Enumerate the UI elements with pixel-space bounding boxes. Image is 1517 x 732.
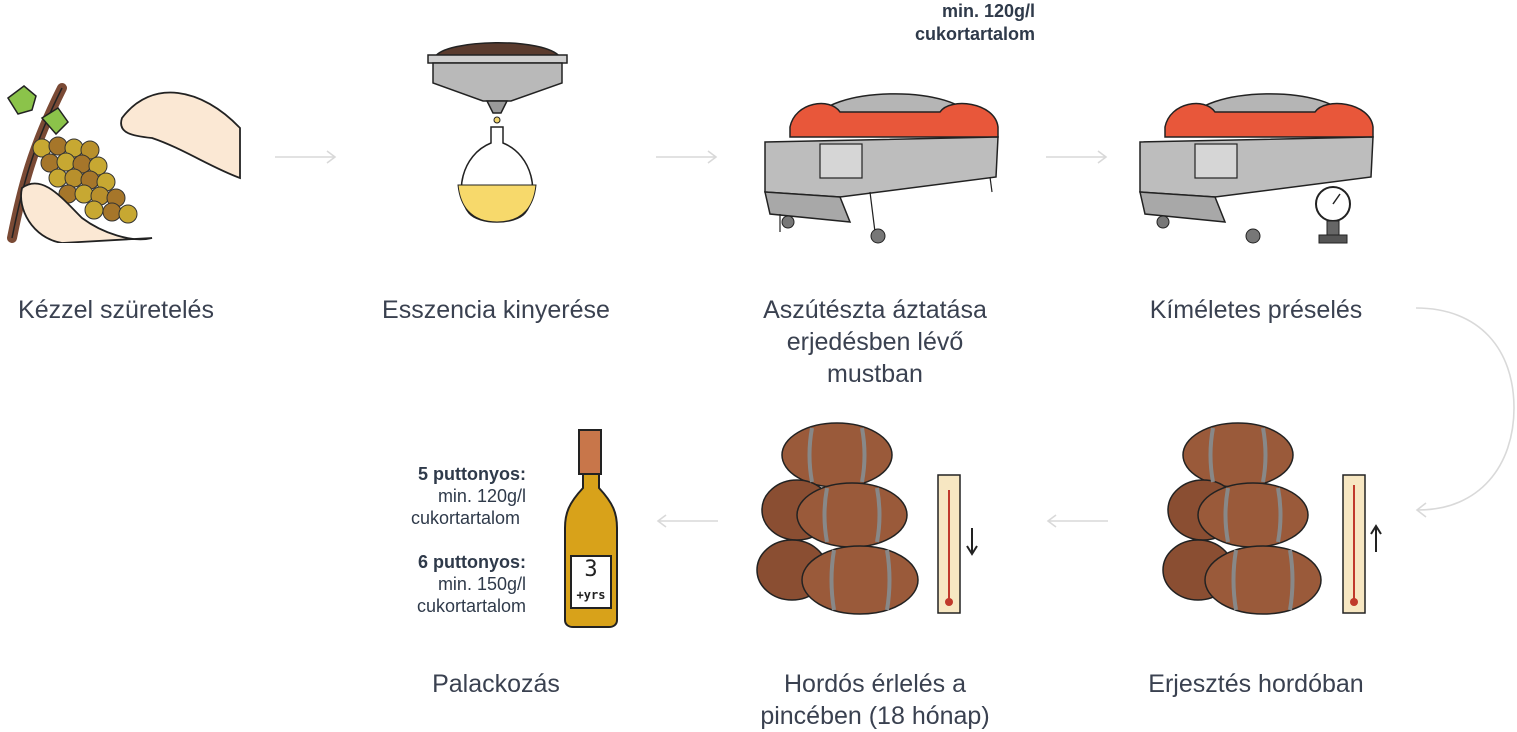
arrow-5	[655, 514, 719, 528]
barrel-fermentation-illustration	[1158, 420, 1388, 625]
arrow-4	[1045, 514, 1109, 528]
p5-line1: min. 120g/l	[437, 486, 526, 506]
gentle-press-illustration	[1135, 82, 1380, 252]
wine-bottle-illustration	[563, 428, 619, 628]
wine-press-illustration	[760, 82, 1005, 247]
bottle-label-number: 3	[584, 557, 598, 582]
puttonyos-6-note	[340, 551, 526, 617]
p6-title: 6 puttonyos:	[418, 552, 526, 572]
puttonyos-5-note	[340, 463, 526, 529]
step-label-maceration	[735, 294, 1015, 390]
maceration-line2: erjedésben lévő	[786, 328, 964, 356]
arrow-2	[655, 150, 719, 164]
maceration-line1: Aszútészta áztatása	[763, 296, 987, 324]
maceration-line3: mustban	[827, 360, 923, 388]
p5-line2: cukortartalom	[410, 508, 520, 528]
step-label-hand-harvest: Kézzel szüretelés	[18, 296, 214, 324]
arrow-1	[274, 150, 338, 164]
top-note-line1: min. 120g/l	[941, 1, 1035, 21]
aging-line1: Hordós érlelés a	[783, 670, 967, 698]
curved-connector-arrow	[1410, 300, 1517, 520]
p5-title: 5 puttonyos:	[418, 464, 526, 484]
top-note-line2: cukortartalom	[914, 24, 1035, 44]
arrow-3	[1045, 150, 1109, 164]
step-label-barrel-aging	[730, 668, 1020, 732]
p6-line2: cukortartalom	[416, 596, 526, 616]
step-label-bottling: Palackozás	[432, 670, 560, 698]
p6-line1: min. 150g/l	[437, 574, 526, 594]
top-sugar-note	[850, 0, 1035, 46]
hand-harvest-illustration	[2, 78, 242, 243]
step-label-fermentation: Erjesztés hordóban	[1148, 670, 1364, 698]
bottle-label-text: +yrs	[576, 588, 606, 602]
step-label-pressing: Kíméletes préselés	[1149, 296, 1363, 324]
step-label-essence: Esszencia kinyerése	[382, 296, 610, 324]
aging-line2: pincében (18 hónap)	[760, 702, 990, 730]
barrel-aging-illustration	[752, 420, 982, 625]
essence-extraction-illustration	[425, 35, 570, 235]
